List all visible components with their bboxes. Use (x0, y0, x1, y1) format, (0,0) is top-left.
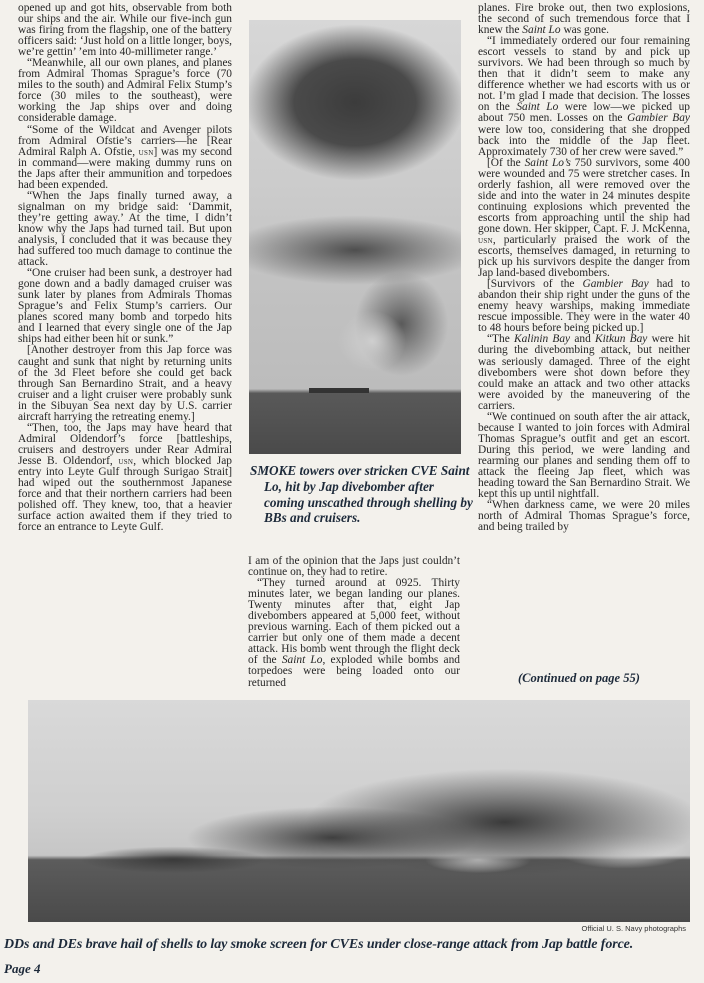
ship-silhouette (309, 388, 369, 393)
paragraph: “They turned around at 0925. Thirty minutes later, we began landing our planes. Twenty minutes after that, eight Jap divebombers appeared at 5,000 feet, without previous warning. Each of them picked out a carrier but only one of them made a decent attack. His bomb went through the flight deck of the Saint Lo, exploded while bombs and torpedoes were being loaded onto our returned (248, 577, 461, 689)
paragraph: opened up and got hits, observable from both our ships and the air. While our five-inch gun was firing from the flagship, one of the battery officers said: ‘Just hold on a little longer, boys, we’re gettin’ ’em into 40-millimeter range.’ (18, 2, 232, 59)
paragraph: “I immediately ordered our four remaining escort vessels to stand by and pick up survivors. We had been through so much by then that it didn’t seem to make any difference whether we had escorts with us or not. I’m glad I made that decision. The losses on the Saint Lo were low—we picked up about 750 men. Losses on the Gambier Bay were low too, considering that she dropped back into the middle of the Jap fleet. Approximately 730 of her crew were saved.” (478, 35, 690, 158)
paragraph: “Then, too, the Japs may have heard that Admiral Oldendorf’s force [battleships, cruisers and destroyers under Rear Admiral Jesse B. Oldendorf, usn, which blocked Jap entry into Leyte Gulf through Surigao Strait] had wiped out the southernmost Japanese force and that their northern carriers had been polished off. They knew, too, that a heavier surface action awaited them if they tried to force an entrance to Leyte Gulf. (18, 421, 232, 534)
paragraph: “One cruiser had been sunk, a destroyer had gone down and a badly damaged cruiser was sunk later by planes from Admirals Thomas Sprague’s and Felix Stump’s carriers. Our planes scored many bomb and torpedo hits and I learned that every single one of the Jap ships had either been hit or sunk.” (18, 267, 232, 346)
article-column-right (478, 3, 690, 533)
paragraph: [Survivors of the Gambier Bay had to abandon their ship right under the guns of the enemy heavy warships, making immediate rescue impossible. They were in the water 40 to 48 hours before being picked up.] (478, 278, 690, 335)
continued-notice: (Continued on page 55) (518, 671, 640, 685)
paragraph: “We continued on south after the air attack, because I wanted to join forces with Admiral Thomas Sprague’s outfit and get an escort. During this period, we were landing and rearming our planes and sending them off to attack the fleeing Jap fleet, which was heading toward the San Bernardino Strait. We kept this up until nightfall. (478, 410, 690, 501)
paragraph: “The Kalinin Bay and Kitkun Bay were hit during the divebombing attack, but neither was seriously damaged. Three of the eight divebombers were shot down before they could make an attack and two other attacks were avoided by the maneuvering of the carriers. (478, 333, 690, 412)
photo-caption-top: SMOKE towers over stricken CVE Saint Lo, hit by Jap divebomber after coming unscathed through shelling by BBs and cruisers. (250, 463, 473, 526)
paragraph: I am of the opinion that the Japs just couldn’t continue on, they had to retire. (248, 555, 460, 579)
paragraph: “Some of the Wildcat and Avenger pilots from Admiral Ofstie’s carriers—he [Rear Admiral Ralph A. Ofstie, usn] was my second in command—were making dummy runs on the Japs after their ammunition and torpedoes had been expended. (18, 123, 232, 191)
photo-caption-bottom: DDs and DEs brave hail of shells to lay smoke screen for CVEs under close-range attack from Jap battle force. (4, 937, 634, 952)
paragraph: [Of the Saint Lo’s 750 survivors, some 400 were wounded and 75 were stretcher cases. In orderly fashion, all were removed over the side and into the water in 24 minutes despite continuing explosions which prevented the escorts from approaching until the ship had gone down. Her skipper, Capt. F. J. McKenna, usn, particularly praised the work of the escorts, themselves damaged, in returning to pick up his survivors despite the danger from Jap land-based divebombers. (478, 156, 690, 280)
paragraph: “When darkness came, we were 20 miles north of Admiral Thomas Sprague’s force, and being trailed by (478, 499, 690, 534)
paragraph: “When the Japs finally turned away, a signalman on my bridge said: ‘Dammit, they’re getting away.’ At the time, I didn’t know why the Japs had turned tail. But upon analysis, I concluded that it was because they had suffered too much damage to continue the attack. (18, 189, 232, 269)
photo-smoke-screen (28, 700, 690, 922)
paragraph: “Meanwhile, all our own planes, and planes from Admiral Thomas Sprague’s force (70 miles to the south) and Admiral Felix Stump’s force (30 miles to the southeast), were working the Jap ships over and doing considerable damage. (18, 57, 232, 125)
photo-saint-lo-smoke (249, 20, 461, 454)
paragraph: planes. Fire broke out, then two explosions, the second of such tremendous force that I knew the Saint Lo was gone. (478, 2, 690, 37)
article-column-left (18, 3, 232, 533)
article-column-middle (248, 556, 460, 689)
paragraph: [Another destroyer from this Jap force was caught and sunk that night by returning units of the 3d Fleet before she could get back through San Bernardino Strait, and a heavy cruiser and a light cruiser were probably sunk in the Sibuyan Sea next day by U.S. carrier aircraft harrying the retreating enemy.] (18, 344, 232, 423)
page-number: Page 4 (4, 961, 41, 976)
photo-credit: Official U. S. Navy photographs (581, 924, 686, 933)
